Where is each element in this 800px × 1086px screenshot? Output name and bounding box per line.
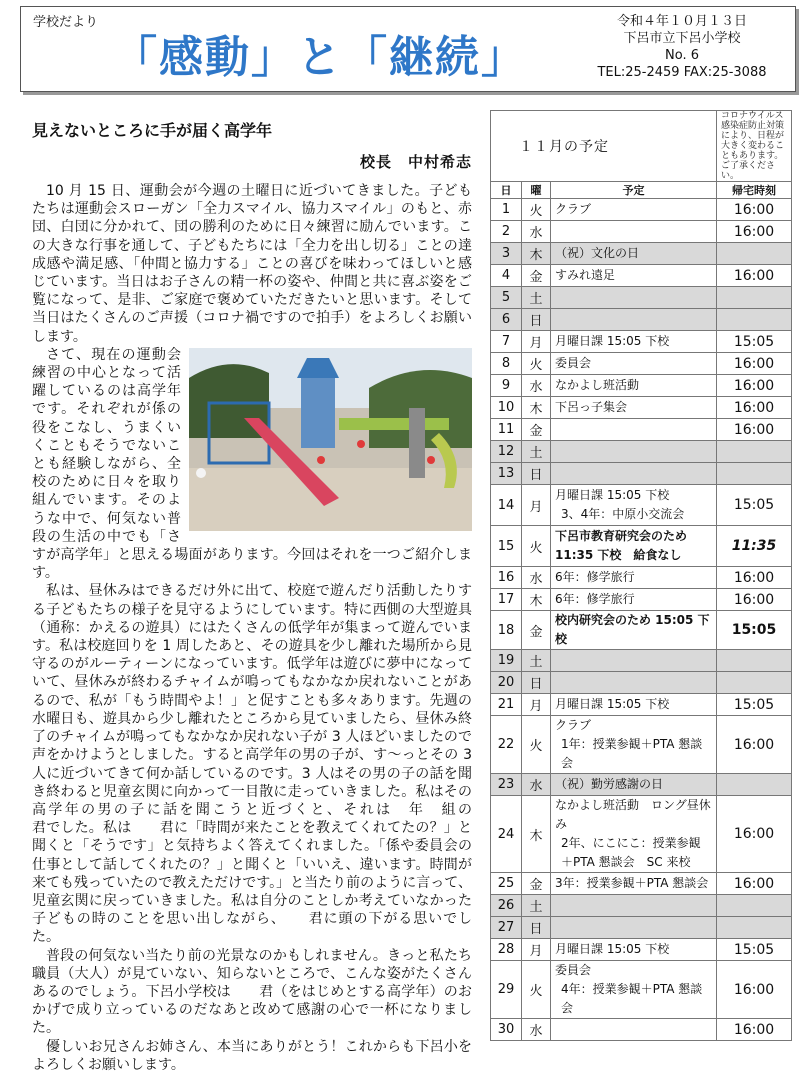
article-title: 見えないところに手が届く高学年 bbox=[32, 121, 273, 140]
schedule-weekday: 金 bbox=[522, 419, 551, 441]
schedule-weekday: 土 bbox=[522, 650, 551, 672]
schedule-row bbox=[491, 961, 792, 1019]
schedule-plan bbox=[551, 441, 717, 463]
col-day: 日 bbox=[491, 182, 522, 199]
schedule-row bbox=[491, 939, 792, 961]
schedule-plan-line: 6年：修学旅行 bbox=[555, 570, 635, 584]
schedule-plan bbox=[551, 221, 717, 243]
schedule-time: 16:00 bbox=[717, 265, 792, 287]
schedule-row bbox=[491, 331, 792, 353]
schedule-time: 15:05 bbox=[717, 485, 792, 526]
schedule-time bbox=[717, 895, 792, 917]
article-paragraph: さて、現在の運動会練習の中心となって活躍しているのは高学年です。それぞれが係の役をこなし、うまくいくこともそうでないことも経験しながら、全校のために日々を取り組んでいます。そのような中で、何気ない普段の生活の中でも「さすが高学年」と思える場面があります。今回はそれを一つご紹介します。 bbox=[32, 346, 472, 582]
schedule-plan-line: 3、4年：中原小交流会 bbox=[561, 507, 685, 521]
schedule-weekday: 月 bbox=[522, 694, 551, 716]
schedule-weekday: 火 bbox=[522, 353, 551, 375]
article-paragraph: 優しいお兄さんお姉さん、本当にありがとう！これからも下呂小をよろしくお願いします。 bbox=[32, 1038, 472, 1073]
schedule-plan bbox=[551, 873, 717, 895]
schedule-plan bbox=[551, 419, 717, 441]
schedule-plan-line: （祝）文化の日 bbox=[555, 246, 640, 260]
schedule-plan bbox=[551, 611, 717, 650]
schedule-day: 11 bbox=[491, 419, 522, 441]
schedule-plan bbox=[551, 526, 717, 567]
november-schedule bbox=[490, 110, 792, 1041]
schedule-weekday: 月 bbox=[522, 485, 551, 526]
schedule-time: 16:00 bbox=[717, 961, 792, 1019]
schedule-weekday: 月 bbox=[522, 939, 551, 961]
schedule-weekday: 金 bbox=[522, 611, 551, 650]
schedule-plan bbox=[551, 265, 717, 287]
schedule-row bbox=[491, 375, 792, 397]
schedule-day: 16 bbox=[491, 567, 522, 589]
schedule-row bbox=[491, 463, 792, 485]
schedule-row bbox=[491, 589, 792, 611]
schedule-time: 11:35 bbox=[717, 526, 792, 567]
schedule-row bbox=[491, 774, 792, 796]
schedule-day: 9 bbox=[491, 375, 522, 397]
schedule-plan-line: 6年：修学旅行 bbox=[555, 592, 635, 606]
schedule-day: 1 bbox=[491, 199, 522, 221]
schedule-plan bbox=[551, 485, 717, 526]
schedule-day: 14 bbox=[491, 485, 522, 526]
schedule-plan bbox=[551, 287, 717, 309]
schedule-time bbox=[717, 774, 792, 796]
schedule-time: 16:00 bbox=[717, 375, 792, 397]
schedule-row bbox=[491, 199, 792, 221]
schedule-row bbox=[491, 221, 792, 243]
schedule-time: 16:00 bbox=[717, 796, 792, 873]
schedule-row bbox=[491, 526, 792, 567]
schedule-row bbox=[491, 917, 792, 939]
schedule-plan bbox=[551, 650, 717, 672]
schedule-row bbox=[491, 895, 792, 917]
article-paragraph: 普段の何気ない当たり前の光景なのかもしれません。きっと私たち職員（大人）が見ていない、知らないところで、こんな姿がたくさんあるのでしょう。下呂小学校は 君（をはじめとする高学年）のおかげで成り立っているのだなあと改めて感謝の心で一杯になりました。 bbox=[32, 947, 472, 1037]
schedule-plan bbox=[551, 672, 717, 694]
schedule-time bbox=[717, 917, 792, 939]
schedule-time: 16:00 bbox=[717, 199, 792, 221]
schedule-plan-line: 下呂市教育研究会のため 11:35 下校 給食なし bbox=[555, 529, 688, 562]
schedule-plan-line: 2年、にこにこ：授業参観＋PTA 懇談会 SC 来校 bbox=[561, 836, 701, 869]
schedule-row bbox=[491, 716, 792, 774]
playground-photo bbox=[189, 348, 472, 531]
schedule-weekday: 火 bbox=[522, 199, 551, 221]
schedule-plan bbox=[551, 917, 717, 939]
schedule-weekday: 月 bbox=[522, 331, 551, 353]
schedule-day: 24 bbox=[491, 796, 522, 873]
schedule-plan bbox=[551, 1019, 717, 1041]
schedule-plan bbox=[551, 961, 717, 1019]
schedule-plan-line: 委員会 bbox=[555, 356, 592, 370]
schedule-plan-line: なかよし班活動 ロング昼休み bbox=[555, 798, 711, 831]
schedule-time bbox=[717, 441, 792, 463]
schedule-weekday: 水 bbox=[522, 221, 551, 243]
schedule-plan-line: 校内研究会のため 15:05 下校 bbox=[555, 613, 710, 646]
schedule-row bbox=[491, 397, 792, 419]
schedule-weekday: 木 bbox=[522, 796, 551, 873]
schedule-row bbox=[491, 1019, 792, 1041]
schedule-weekday: 日 bbox=[522, 917, 551, 939]
schedule-weekday: 水 bbox=[522, 567, 551, 589]
schedule-time bbox=[717, 672, 792, 694]
schedule-plan-line: 月曜日課 15:05 下校 bbox=[555, 942, 670, 956]
article-paragraph: 私は、昼休みはできるだけ外に出て、校庭で遊んだり活動したりする子どもたちの様子を見守るようにしています。特に西側の大型遊具（通称：かえるの遊具）にはたくさんの低学年が集まって遊んでいます。私は校庭回りを 1 周したあと、その遊具を少し離れた場所から見守るのがルーティーンになっています。低学年は遊びに夢中になっていて、昼休みが終わるチャイムが鳴ってもなかなか戻れないことがあるので、私が「もう時間やよ！」と促すことも多々あります。先週の水曜日も、遊具から少し離れたところから見ていましたら、昼休み終了のチャイムが鳴ってもなかなか戻れない子が 3 人ほどいましたので声をかけようとしました。すると高学年の男の子が、す～っとその 3 人に近づいてきて何か話しているのです。3 人はその男の子の話を聞き終わると児童玄関に向かって一目散に走っていきました。私はその高学年の男の子に話を聞こうと近づくと、それは 年 組の 君でした。私は 君に「時間が来たことを教えてくれてたの？」と聞くと「そうです」と気持ちよく答えてくれました。「係や委員会の仕事として話してくれたの？」と聞くと「いいえ、違います。時間が来ても残っていたので教えただけです。」と当たり前のように言って、児童玄関に戻っていきました。私は自分のことしか考えていなかった子どもの時のことを思い出しながら、 君に頭の下がる思いでした。 bbox=[32, 583, 528, 946]
schedule-plan-line: （祝）勤労感謝の日 bbox=[555, 777, 664, 791]
contact-info: TEL:25-2459 FAX:25-3088 bbox=[597, 65, 767, 80]
schedule-day: 22 bbox=[491, 716, 522, 774]
schedule-weekday: 木 bbox=[522, 397, 551, 419]
schedule-day: 27 bbox=[491, 917, 522, 939]
schedule-time: 16:00 bbox=[717, 567, 792, 589]
schedule-plan bbox=[551, 589, 717, 611]
newsletter-title: 「感動」と「継続」 bbox=[113, 32, 527, 83]
schedule-day: 7 bbox=[491, 331, 522, 353]
schedule-weekday: 火 bbox=[522, 526, 551, 567]
schedule-plan bbox=[551, 895, 717, 917]
schedule-day: 13 bbox=[491, 463, 522, 485]
schedule-row bbox=[491, 287, 792, 309]
schedule-plan-line: すみれ遠足 bbox=[555, 268, 616, 282]
schedule-day: 10 bbox=[491, 397, 522, 419]
schedule-row bbox=[491, 694, 792, 716]
header-info bbox=[587, 13, 777, 81]
schedule-plan-line: 月曜日課 15:05 下校 bbox=[555, 697, 670, 711]
schedule-time: 16:00 bbox=[717, 397, 792, 419]
schedule-plan bbox=[551, 199, 717, 221]
schedule-plan-line: クラブ bbox=[555, 202, 592, 216]
schedule-day: 17 bbox=[491, 589, 522, 611]
schedule-plan-line: クラブ bbox=[555, 718, 592, 732]
schedule-weekday: 水 bbox=[522, 1019, 551, 1041]
schedule-weekday: 火 bbox=[522, 716, 551, 774]
schedule-plan bbox=[551, 375, 717, 397]
schedule-day: 18 bbox=[491, 611, 522, 650]
schedule-day: 12 bbox=[491, 441, 522, 463]
schedule-row bbox=[491, 796, 792, 873]
schedule-plan bbox=[551, 331, 717, 353]
schedule-title: １１月の予定 bbox=[491, 111, 717, 182]
schedule-plan bbox=[551, 694, 717, 716]
schedule-day: 20 bbox=[491, 672, 522, 694]
schedule-row bbox=[491, 611, 792, 650]
schedule-weekday: 土 bbox=[522, 287, 551, 309]
schedule-plan-line: 3年：授業参観＋PTA 懇談会 bbox=[555, 876, 709, 890]
schedule-day: 3 bbox=[491, 243, 522, 265]
schedule-plan bbox=[551, 567, 717, 589]
schedule-time: 15:05 bbox=[717, 611, 792, 650]
schedule-note: コロナウイルス感染症防止対策により、日程が大きく変わることもあります。ご了承ください。 bbox=[717, 111, 792, 182]
schedule-plan bbox=[551, 309, 717, 331]
schedule-plan bbox=[551, 774, 717, 796]
schedule-time: 16:00 bbox=[717, 716, 792, 774]
schedule-row bbox=[491, 265, 792, 287]
article-author: 校長 中村希志 bbox=[359, 153, 472, 171]
schedule-day: 5 bbox=[491, 287, 522, 309]
schedule-weekday: 水 bbox=[522, 375, 551, 397]
schedule-weekday: 土 bbox=[522, 441, 551, 463]
schedule-plan bbox=[551, 353, 717, 375]
schedule-row bbox=[491, 873, 792, 895]
schedule-plan-line: なかよし班活動 bbox=[555, 378, 640, 392]
schedule-time bbox=[717, 287, 792, 309]
schedule-plan-line: 月曜日課 15:05 下校 bbox=[555, 488, 670, 502]
newsletter-label: 学校だより bbox=[33, 15, 99, 30]
schedule-weekday: 金 bbox=[522, 265, 551, 287]
schedule-row bbox=[491, 567, 792, 589]
col-weekday: 曜 bbox=[522, 182, 551, 199]
schedule-plan bbox=[551, 463, 717, 485]
schedule-weekday: 火 bbox=[522, 961, 551, 1019]
schedule-time: 15:05 bbox=[717, 939, 792, 961]
schedule-row bbox=[491, 309, 792, 331]
schedule-plan-line: 月曜日課 15:05 下校 bbox=[555, 334, 670, 348]
schedule-row bbox=[491, 419, 792, 441]
schedule-plan-line: 1年：授業参観＋PTA 懇談会 bbox=[561, 737, 703, 770]
schedule-day: 28 bbox=[491, 939, 522, 961]
schedule-row bbox=[491, 672, 792, 694]
schedule-time: 16:00 bbox=[717, 589, 792, 611]
schedule-plan bbox=[551, 939, 717, 961]
schedule-time: 16:00 bbox=[717, 1019, 792, 1041]
schedule-day: 4 bbox=[491, 265, 522, 287]
schedule-day: 19 bbox=[491, 650, 522, 672]
schedule-weekday: 日 bbox=[522, 309, 551, 331]
schedule-day: 2 bbox=[491, 221, 522, 243]
schedule-plan-line: 委員会 bbox=[555, 963, 592, 977]
schedule-day: 26 bbox=[491, 895, 522, 917]
col-plan: 予定 bbox=[551, 182, 717, 199]
schedule-weekday: 木 bbox=[522, 243, 551, 265]
schedule-time: 16:00 bbox=[717, 353, 792, 375]
col-time: 帰宅時刻 bbox=[717, 182, 792, 199]
schedule-weekday: 金 bbox=[522, 873, 551, 895]
schedule-day: 30 bbox=[491, 1019, 522, 1041]
schedule-time: 16:00 bbox=[717, 873, 792, 895]
schedule-row bbox=[491, 650, 792, 672]
issue-date: 令和４年１０月１３日 bbox=[616, 14, 747, 29]
schedule-time bbox=[717, 243, 792, 265]
schedule-weekday: 木 bbox=[522, 589, 551, 611]
schedule-time: 15:05 bbox=[717, 331, 792, 353]
schedule-title-row bbox=[491, 111, 792, 182]
issue-number: No. 6 bbox=[665, 48, 699, 63]
schedule-time: 16:00 bbox=[717, 221, 792, 243]
schedule-day: 6 bbox=[491, 309, 522, 331]
schedule-plan bbox=[551, 243, 717, 265]
schedule-time: 16:00 bbox=[717, 419, 792, 441]
schedule-weekday: 日 bbox=[522, 672, 551, 694]
schedule-header-row bbox=[491, 182, 792, 199]
schedule-day: 29 bbox=[491, 961, 522, 1019]
schedule-time bbox=[717, 650, 792, 672]
schedule-day: 15 bbox=[491, 526, 522, 567]
schedule-day: 8 bbox=[491, 353, 522, 375]
newsletter-header bbox=[20, 6, 796, 92]
article-paragraph: 10 月 15 日、運動会が今週の土曜日に近づいてきました。子どもたちは運動会スローガン「全力スマイル、協力スマイル」のもと、赤団、白団に分かれて、団の勝利のために日々練習に励んでいます。この大きな行事を通して、子どもたちには「全力を出し切る」ことの達成感や満足感、「仲間と協力する」ことの喜びを味わってほしいと感じています。当日はお子さんの精一杯の姿や、仲間と共に喜ぶ姿をご覧になって、是非、ご家庭で褒めていただきたいと思います。そして当日はたくさんのご声援（コロナ禍ですので拍手）をよろしくお願いします。 bbox=[32, 183, 472, 345]
school-name: 下呂市立下呂小学校 bbox=[623, 31, 741, 46]
schedule-day: 25 bbox=[491, 873, 522, 895]
schedule-plan bbox=[551, 397, 717, 419]
schedule-plan-line: 下呂っ子集会 bbox=[555, 400, 628, 414]
schedule-plan bbox=[551, 716, 717, 774]
schedule-row bbox=[491, 353, 792, 375]
schedule-row bbox=[491, 243, 792, 265]
schedule-plan bbox=[551, 796, 717, 873]
schedule-time bbox=[717, 309, 792, 331]
schedule-weekday: 日 bbox=[522, 463, 551, 485]
schedule-day: 21 bbox=[491, 694, 522, 716]
schedule-day: 23 bbox=[491, 774, 522, 796]
schedule-time: 15:05 bbox=[717, 694, 792, 716]
schedule-plan-line: 4年：授業参観＋PTA 懇談会 bbox=[561, 982, 703, 1015]
schedule-row bbox=[491, 441, 792, 463]
schedule-weekday: 土 bbox=[522, 895, 551, 917]
schedule-time bbox=[717, 463, 792, 485]
schedule-weekday: 水 bbox=[522, 774, 551, 796]
schedule-row bbox=[491, 485, 792, 526]
